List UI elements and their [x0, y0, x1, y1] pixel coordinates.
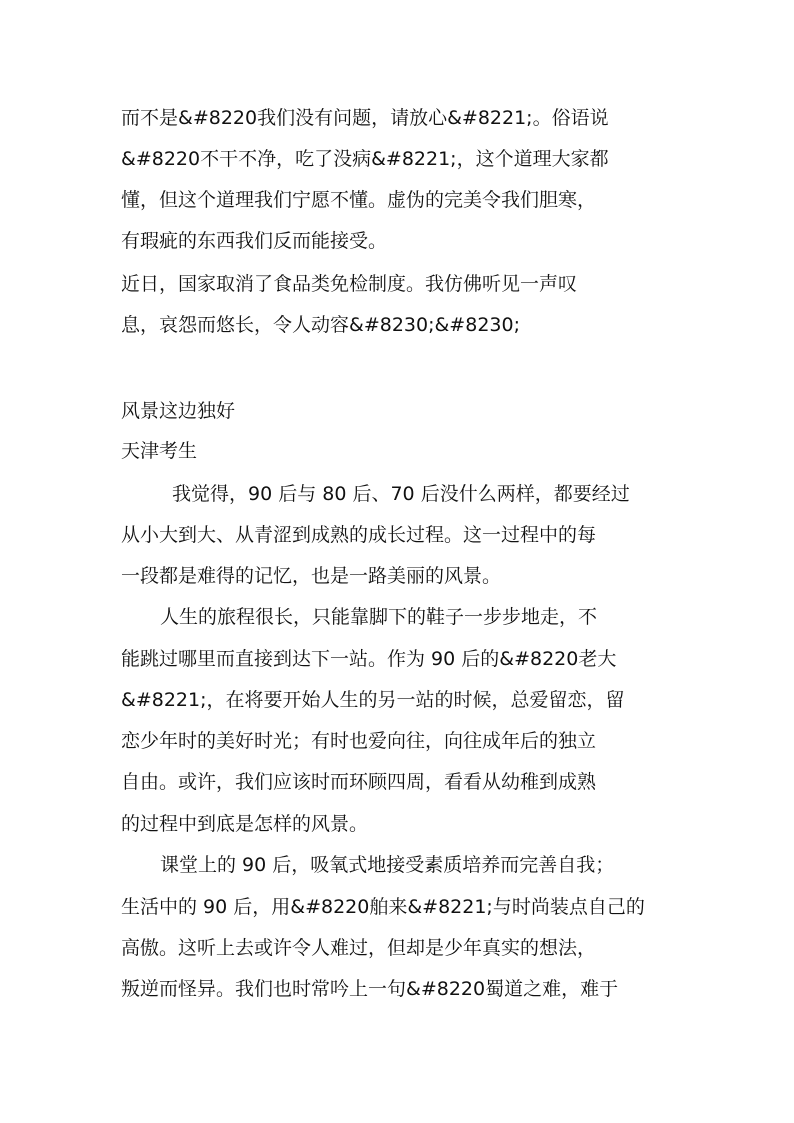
paragraph-line: 自由。或许，我们应该时而环顾四周，看看从幼稚到成熟 — [121, 771, 597, 793]
paragraph-line: 恋少年时的美好时光；有时也爱向往，向往成年后的独立 — [121, 730, 597, 752]
paragraph-line: 一段都是难得的记忆，也是一路美丽的风景。 — [121, 565, 502, 587]
paragraph-line: 叛逆而怪异。我们也时常吟上一句&#8220蜀道之难，难于 — [121, 978, 619, 1000]
paragraph-line: 能跳过哪里而直接到达下一站。作为 90 后的&#8220老大 — [121, 648, 617, 670]
text-line: 有瑕疵的东西我们反而能接受。 — [121, 230, 388, 252]
text-line: &#8220不干不净，吃了没病&#8221;，这个道理大家都 — [121, 148, 609, 170]
text-line: 懂，但这个道理我们宁愿不懂。虚伪的完美令我们胆寒， — [121, 189, 597, 211]
text-line: 息，哀怨而悠长，令人动容&#8230;&#8230; — [121, 314, 520, 336]
paragraph-line: 高傲。这听上去或许令人难过，但却是少年真实的想法， — [121, 937, 597, 959]
paragraph-line: 从小大到大、从青涩到成熟的成长过程。这一过程中的每 — [121, 524, 597, 546]
author-line: 天津考生 — [121, 440, 198, 462]
paragraph-line: 我觉得，90 后与 80 后、70 后没什么两样，都要经过 — [172, 483, 630, 505]
paragraph-line: 生活中的 90 后，用&#8220舶来&#8221;与时尚装点自己的 — [121, 896, 645, 918]
text-line: 近日，国家取消了食品类免检制度。我仿佛听见一声叹 — [121, 273, 578, 295]
article-title: 风景这边独好 — [121, 400, 236, 422]
paragraph-line: &#8221;，在将要开始人生的另一站的时候，总爱留恋，留 — [121, 689, 625, 711]
paragraph-line: 人生的旅程很长，只能靠脚下的鞋子一步步地走，不 — [160, 606, 598, 628]
paragraph-line: 课堂上的 90 后，吸氧式地接受素质培养而完善自我； — [160, 854, 615, 876]
text-line: 而不是&#8220我们没有问题，请放心&#8221;。俗语说 — [121, 107, 609, 129]
paragraph-line: 的过程中到底是怎样的风景。 — [121, 813, 369, 835]
